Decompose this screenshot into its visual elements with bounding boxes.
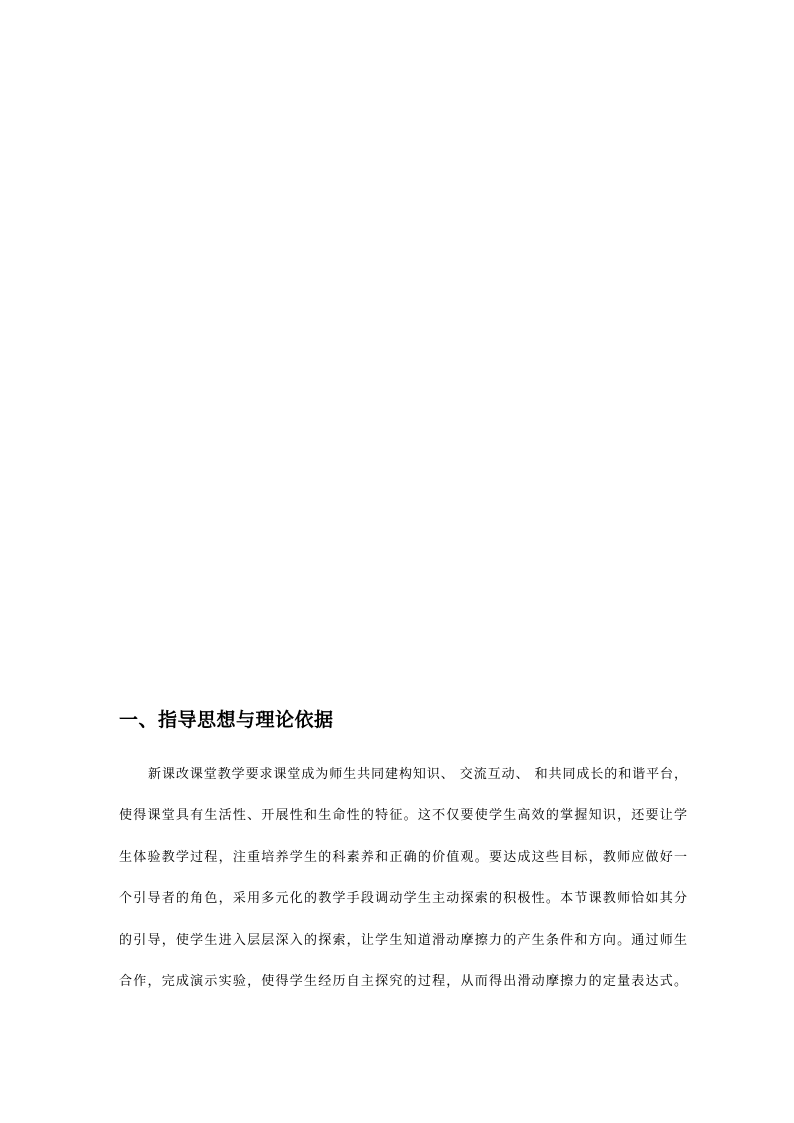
paragraph-line: 生体验教学过程，注重培养学生的科素养和正确的价值观。要达成这些目标，教师应做好一	[119, 850, 687, 865]
paragraph-line: 合作，完成演示实验，使得学生经历自主探究的过程，从而得出滑动摩擦力的定量表达式。	[119, 974, 687, 989]
section-heading: 一、指导思想与理论依据	[119, 709, 334, 731]
paragraph-line: 使得课堂具有生活性、开展性和生命性的特征。这不仅要使学生高效的掌握知识，还要让学	[119, 808, 687, 823]
paragraph-line: 新课改课堂教学要求课堂成为师生共同建构知识、 交流互动、 和共同成长的和谐平台，	[148, 767, 687, 782]
paragraph-line: 个引导者的角色，采用多元化的教学手段调动学生主动探索的积极性。本节课教师恰如其分	[119, 891, 687, 906]
paragraph-line: 的引导，使学生进入层层深入的探索，让学生知道滑动摩擦力的产生条件和方向。通过师生	[119, 933, 687, 948]
